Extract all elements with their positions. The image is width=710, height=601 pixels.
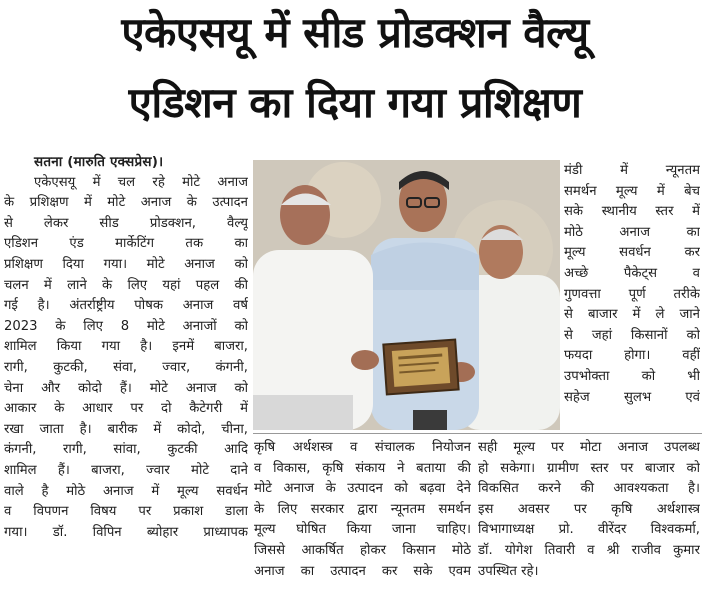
headline-line-1: एकेएसयू में सीड प्रोडक्शन वैल्यू [121,8,589,57]
text-line: से बाजार में ले जाने [564,307,700,323]
text-line: मंडी में न्यूनतम [564,163,700,178]
text-line: से जहां किसानों को [564,327,700,343]
article-column-3 [564,161,700,408]
text-line: के प्रशिक्षण में मोटे अनाज के उत्पादन [4,195,248,211]
text-line: प्रशिक्षण दिया गया। मोटे अनाज को [4,256,248,272]
text-line: फयदा होगा। वहीं [564,348,700,364]
text-line: के लिए सरकार द्वारा न्यूनतम समर्थन [254,501,471,517]
text-line: व विपणन विषय पर प्रकाश डाला [4,504,248,520]
text-line: चलन में लाने के लिए यहां पहल की [4,277,248,293]
text-line: मोठे अनाज का [564,224,700,240]
article-column-2b [478,438,700,582]
divider [253,433,702,434]
text-line: इस अवसर पर कृषि अर्थशास्त्र [478,501,700,517]
article-column-1 [4,152,248,543]
text-line: शामिल किया गया है। इनमें बाजरा, [4,339,248,355]
text-line: आकार के आधार पर दो कैटेगरी में [4,401,248,417]
byline: सतना (मारुति एक्सप्रेस)। [34,154,164,170]
text-line: अनाज का उत्पादन कर सके एवम [254,563,471,579]
text-line: उपस्थित रहे। [478,563,539,579]
text-line: वाले है मोठे अनाज में मूल्य सवर्धन [4,483,248,499]
text-line: रखा जाता है। बारीक में कोदो, चीना, [4,421,248,437]
text-line: मूल्य सवर्धन कर [564,245,700,261]
text-line: एडिशन एंड मार्केटिंग तक का [4,236,248,252]
text-line: रागी, कुटकी, संवा, ज्वार, कंगनी, [4,359,248,375]
article-column-2a [254,438,471,582]
text-line: चेना और कोदो हैं। मोटे अनाज को [4,380,248,396]
text-line: सहेज सुलभ एवं [564,389,700,405]
text-line: गई है। अंतर्राष्ट्रीय पोषक अनाज वर्ष [4,298,248,314]
text-line: कंगनी, रागी, सांवा, कुटकी आदि [4,442,248,458]
news-photo [253,160,560,430]
text-line: विभागाध्यक्ष प्रो. वीरेंदर विश्वकर्मा, [478,522,700,538]
text-line: सके स्थानीय स्तर में [564,204,700,220]
text-line: विकसित करने की आवश्यकता है। [478,481,700,497]
text-line: मोटे अनाज के उत्पादन को बढ़वा देने [254,481,471,497]
text-line: एकेएसयू में चल रहे मोटे अनाज [34,174,248,190]
text-line: व विकास, कृषि संकाय ने बताया की [254,460,471,476]
text-line: से लेकर सीड प्रोडक्शन, वैल्यू [4,215,248,231]
text-line: जिससे आकर्षित होकर किसान मोठे [254,542,471,558]
headline-line-2: एडिशन का दिया गया प्रशिक्षण [128,78,582,127]
text-line: डॉ. योगेश तिवारी व श्री राजीव कुमार [478,542,700,558]
text-line: हो सकेगा। ग्रामीण स्तर पर बाजार को [478,460,700,476]
photo-three-men-award-plaque [253,160,560,430]
text-line: सही मूल्य पर मोटा अनाज उपलब्ध [478,440,700,455]
text-line: समर्थन मूल्य में बेच [564,183,700,199]
text-line: शामिल हैं। बाजरा, ज्वार मोटे दाने [4,462,248,478]
text-line: अच्छे पैकेट्स व [564,265,700,281]
text-line: गया। डॉ. विपिन ब्योहार प्राध्यापक [4,524,248,540]
text-line: 2023 के लिए 8 मोटे अनाजों को [4,318,248,334]
text-line: उपभोक्ता को भी [564,368,700,384]
text-line: मूल्य घोषित किया जाना चाहिए। [254,522,471,538]
text-line: कृषि अर्थशस्त्र व संचालक नियोजन [254,440,471,455]
text-line: गुणवत्ता पूर्ण तरीके [564,286,700,302]
